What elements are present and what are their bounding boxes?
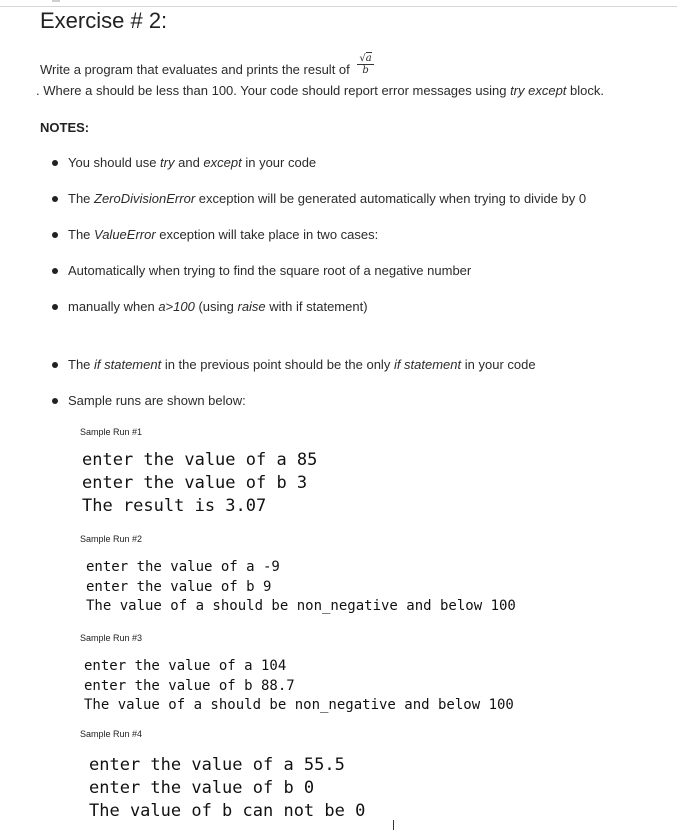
intro-text: Write a program that evaluates and prints the result of bbox=[40, 61, 350, 77]
intro-line-1 bbox=[40, 53, 374, 82]
sample-run-label: Sample Run #1 bbox=[80, 427, 143, 437]
sample-run-label: Sample Run #4 bbox=[80, 729, 143, 739]
sample-run-output: enter the value of a -9 enter the value of b 9 The value of a should be non_negative and below 100 bbox=[86, 559, 516, 614]
exercise-title: Exercise # 2: bbox=[40, 8, 168, 33]
top-edge-mark bbox=[52, 0, 60, 2]
intro-line-2: . Where a should be less than 100. Your code should report error messages using try except block. bbox=[36, 83, 604, 98]
bullet-dot bbox=[52, 362, 58, 368]
bullet-dot bbox=[52, 196, 58, 202]
text-cursor bbox=[393, 820, 394, 830]
bullet-dot bbox=[52, 398, 58, 404]
top-divider bbox=[0, 6, 677, 7]
note-item: manually when a>100 (using raise with if statement) bbox=[68, 299, 368, 314]
bullet-dot bbox=[52, 304, 58, 310]
note-item: Sample runs are shown below: bbox=[68, 393, 246, 408]
sample-run-label: Sample Run #2 bbox=[80, 534, 143, 544]
notes-heading: NOTES: bbox=[40, 120, 90, 135]
bullet-dot bbox=[52, 160, 58, 166]
sample-run-output: enter the value of a 55.5 enter the value of b 0 The value of b can not be 0 bbox=[89, 755, 366, 821]
note-item: The if statement in the previous point should be the only if statement in your code bbox=[68, 357, 536, 372]
bullet-dot bbox=[52, 232, 58, 238]
formula-fraction bbox=[357, 53, 373, 76]
bullet-dot bbox=[52, 268, 58, 274]
note-item: The ValueError exception will take place in two cases: bbox=[68, 227, 379, 242]
formula-denominator: b bbox=[362, 65, 369, 76]
sample-run-output: enter the value of a 104 enter the value of b 88.7 The value of a should be non_negative and below 100 bbox=[84, 658, 514, 713]
formula-numerator: √a bbox=[359, 53, 372, 64]
note-item: The ZeroDivisionError exception will be generated automatically when trying to divide by 0 bbox=[68, 191, 587, 206]
sample-run-label: Sample Run #3 bbox=[80, 633, 143, 643]
note-item: Automatically when trying to find the square root of a negative number bbox=[68, 263, 472, 278]
sample-run-output: enter the value of a 85 enter the value of b 3 The result is 3.07 bbox=[82, 450, 318, 516]
note-item: You should use try and except in your code bbox=[68, 155, 317, 170]
